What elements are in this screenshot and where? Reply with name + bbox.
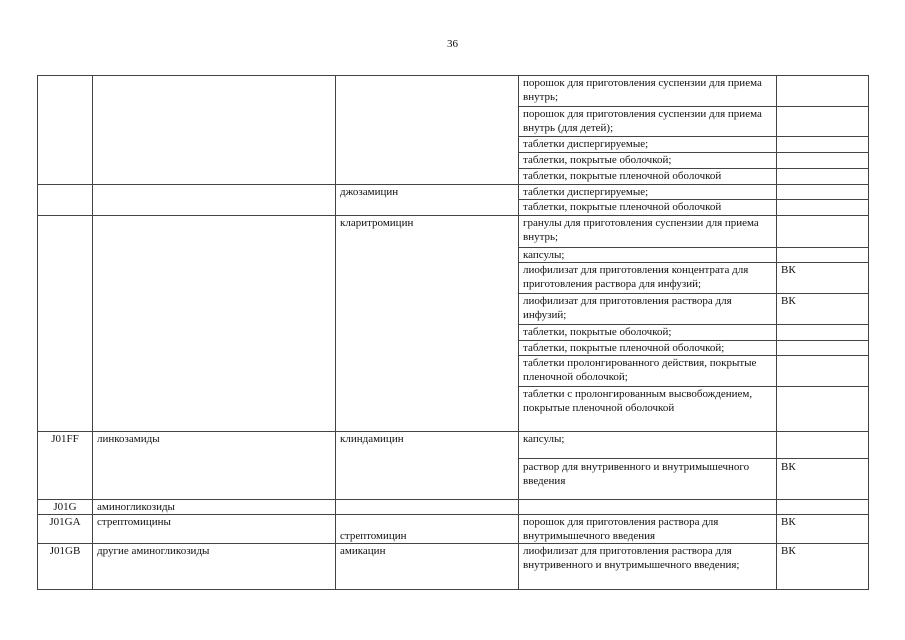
drug-cell [336, 500, 519, 515]
form-cell: таблетки, покрытые пленочной оболочкой; [519, 341, 777, 356]
form-cell: таблетки с пролонгированным высвобождением, покрытые пленочной оболочкой [519, 387, 777, 432]
form-cell [519, 500, 777, 515]
drug-cell: стрептомицин [336, 515, 519, 544]
note-cell [777, 169, 869, 185]
form-cell: таблетки, покрытые оболочкой; [519, 153, 777, 169]
table-row [38, 432, 869, 459]
form-cell: капсулы; [519, 248, 777, 263]
group-cell: другие аминогликозиды [93, 544, 336, 590]
form-cell: таблетки, покрытые пленочной оболочкой [519, 200, 777, 216]
note-cell [777, 137, 869, 153]
note-cell [777, 107, 869, 137]
group-cell: стрептомицины [93, 515, 336, 544]
code-cell: J01GB [38, 544, 93, 590]
note-cell: ВК [777, 544, 869, 590]
table-row [38, 500, 869, 515]
code-cell: J01FF [38, 432, 93, 500]
note-cell [777, 216, 869, 248]
group-cell [93, 185, 336, 216]
form-cell: таблетки пролонгированного действия, покрытые пленочной оболочкой; [519, 356, 777, 387]
note-cell: ВК [777, 263, 869, 294]
form-cell: раствор для внутривенного и внутримышечного введения [519, 459, 777, 500]
note-cell [777, 341, 869, 356]
code-cell [38, 216, 93, 432]
note-cell [777, 153, 869, 169]
table-row [38, 544, 869, 590]
drug-cell [336, 76, 519, 185]
form-cell: таблетки, покрытые оболочкой; [519, 325, 777, 341]
code-cell [38, 76, 93, 185]
note-cell: ВК [777, 459, 869, 500]
note-cell [777, 356, 869, 387]
note-cell [777, 325, 869, 341]
group-cell: аминогликозиды [93, 500, 336, 515]
note-cell [777, 387, 869, 432]
form-cell: гранулы для приготовления суспензии для приема внутрь; [519, 216, 777, 248]
note-cell [777, 200, 869, 216]
table-row [38, 76, 869, 107]
note-cell [777, 76, 869, 107]
table-row [38, 185, 869, 200]
note-cell [777, 432, 869, 459]
form-cell: порошок для приготовления суспензии для приема внутрь; [519, 76, 777, 107]
form-cell: лиофилизат для приготовления раствора для внутривенного и внутримышечного введения; [519, 544, 777, 590]
drug-cell: амикацин [336, 544, 519, 590]
group-cell: линкозамиды [93, 432, 336, 500]
form-cell: лиофилизат для приготовления концентрата для приготовления раствора для инфузий; [519, 263, 777, 294]
code-cell: J01GA [38, 515, 93, 544]
code-cell [38, 185, 93, 216]
note-cell [777, 500, 869, 515]
form-cell: таблетки диспергируемые; [519, 137, 777, 153]
note-cell: ВК [777, 515, 869, 544]
form-cell: таблетки, покрытые пленочной оболочкой [519, 169, 777, 185]
form-cell: порошок для приготовления суспензии для приема внутрь (для детей); [519, 107, 777, 137]
drug-table [37, 75, 869, 590]
form-cell: капсулы; [519, 432, 777, 459]
note-cell [777, 248, 869, 263]
group-cell [93, 76, 336, 185]
drug-cell: клиндамицин [336, 432, 519, 500]
form-cell: порошок для приготовления раствора для внутримышечного введения [519, 515, 777, 544]
drug-cell: кларитромицин [336, 216, 519, 432]
drug-cell: джозамицин [336, 185, 519, 216]
note-cell [777, 185, 869, 200]
table-row [38, 216, 869, 248]
code-cell: J01G [38, 500, 93, 515]
form-cell: таблетки диспергируемые; [519, 185, 777, 200]
note-cell: ВК [777, 294, 869, 325]
group-cell [93, 216, 336, 432]
table-row [38, 515, 869, 544]
form-cell: лиофилизат для приготовления раствора для инфузий; [519, 294, 777, 325]
page-number: 36 [447, 38, 458, 50]
